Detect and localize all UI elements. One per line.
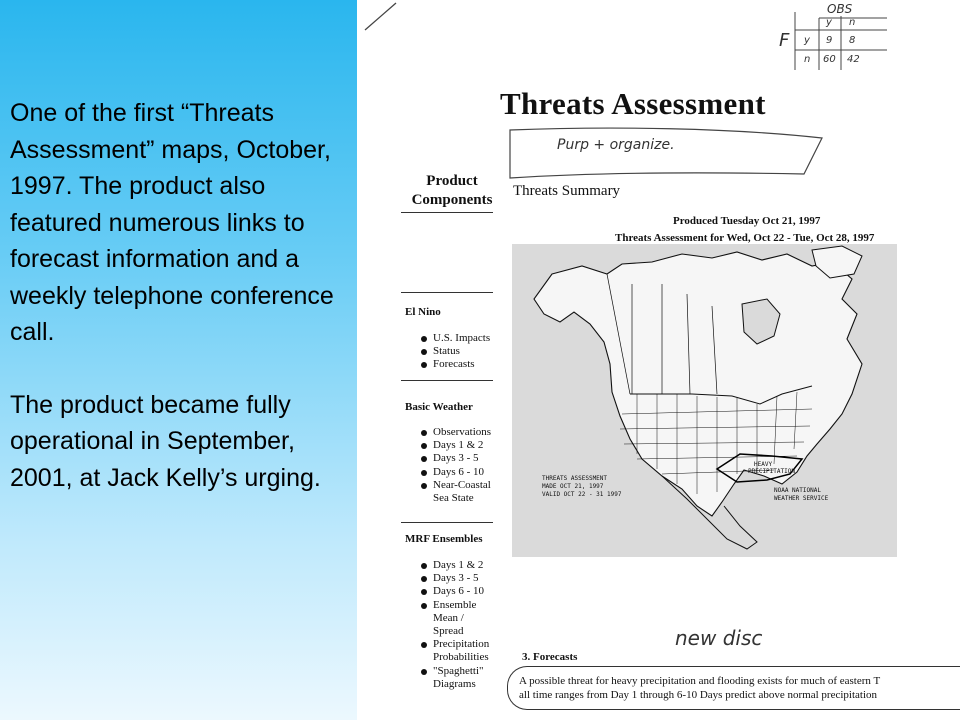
section-heading-el-nino: El Nino — [405, 306, 441, 318]
obs-cell: y — [826, 17, 832, 28]
link-mrf-days-6-10[interactable]: Days 6 - 10 — [421, 585, 503, 598]
link-precipitation-probabilities[interactable]: Precipitation Probabilities — [421, 638, 503, 664]
forecast-text-line-1: A possible threat for heavy precipitation and flooding exists for much of eastern T — [519, 675, 881, 687]
scanned-document — [357, 0, 960, 720]
link-spaghetti-diagrams[interactable]: "Spaghetti" Diagrams — [421, 665, 499, 691]
obs-cell: n — [804, 54, 811, 65]
link-forecasts[interactable]: Forecasts — [421, 358, 490, 371]
map-label-heavy: HEAVY PRECIPITATION — [748, 461, 795, 475]
obs-cell: y — [804, 35, 810, 46]
map-label-noaa: NOAA NATIONAL WEATHER SERVICE — [774, 487, 829, 502]
link-us-impacts[interactable]: U.S. Impacts — [421, 332, 490, 345]
pen-stroke — [362, 0, 402, 35]
link-days-1-2[interactable]: Days 1 & 2 — [421, 439, 499, 452]
map-label-threats: THREATS ASSESSMENT MADE OCT 21, 1997 VALID OCT 22 - 31 1997 — [542, 475, 622, 498]
north-america-outline — [512, 244, 897, 557]
divider — [401, 212, 493, 213]
link-days-6-10[interactable]: Days 6 - 10 — [421, 466, 499, 479]
threats-summary-heading: Threats Summary — [513, 183, 621, 199]
forecast-text-line-2: all time ranges from Day 1 through 6-10 Days predict above normal precipitation — [519, 689, 878, 701]
obs-cell: 8 — [849, 35, 856, 46]
obs-side-label: F — [779, 30, 790, 51]
section-heading-basic-weather: Basic Weather — [405, 401, 473, 413]
obs-cell: 42 — [847, 54, 860, 65]
produced-date: Produced Tuesday Oct 21, 1997 — [673, 215, 821, 227]
obs-cell: 60 — [823, 54, 836, 65]
divider — [401, 522, 493, 523]
el-nino-links — [421, 332, 490, 372]
handwritten-note: Purp + organize. — [557, 137, 675, 153]
forecast-note-box — [507, 666, 960, 710]
link-observations[interactable]: Observations — [421, 426, 499, 439]
link-ensemble-mean-spread[interactable]: Ensemble Mean / Spread — [421, 599, 493, 639]
document-title: Threats Assessment — [500, 86, 766, 121]
obs-cell: n — [849, 17, 856, 28]
mrf-ensembles-links — [421, 559, 503, 691]
caption-paragraph-2: The product became fully operational in September, 2001, at Jack Kelly’s urging. — [10, 390, 321, 492]
obs-cell: 9 — [826, 35, 833, 46]
obs-header: OBS — [827, 2, 853, 16]
handwritten-new-disc: new disc — [675, 626, 763, 650]
link-status[interactable]: Status — [421, 345, 490, 358]
link-near-coastal-sea-state[interactable]: Near-Coastal Sea State — [421, 479, 499, 505]
section-heading-mrf-ensembles: MRF Ensembles — [405, 533, 483, 545]
divider — [401, 292, 493, 293]
threats-map[interactable] — [512, 244, 897, 557]
link-mrf-days-3-5[interactable]: Days 3 - 5 — [421, 572, 503, 585]
assessment-period: Threats Assessment for Wed, Oct 22 - Tue, Oct 28, 1997 — [615, 232, 875, 244]
link-mrf-days-1-2[interactable]: Days 1 & 2 — [421, 559, 503, 572]
caption-panel — [0, 0, 357, 720]
basic-weather-links — [421, 426, 499, 505]
divider — [401, 380, 493, 381]
forecasts-heading: 3. Forecasts — [522, 651, 578, 663]
caption-paragraph-1: One of the first “Threats Assessment” maps, October, 1997. The product also featured numerous links to forecast information and a weekly telephone conference call. — [10, 99, 334, 346]
caption-text — [10, 95, 350, 496]
link-days-3-5[interactable]: Days 3 - 5 — [421, 452, 499, 465]
product-components-heading: Product Components — [411, 173, 493, 208]
